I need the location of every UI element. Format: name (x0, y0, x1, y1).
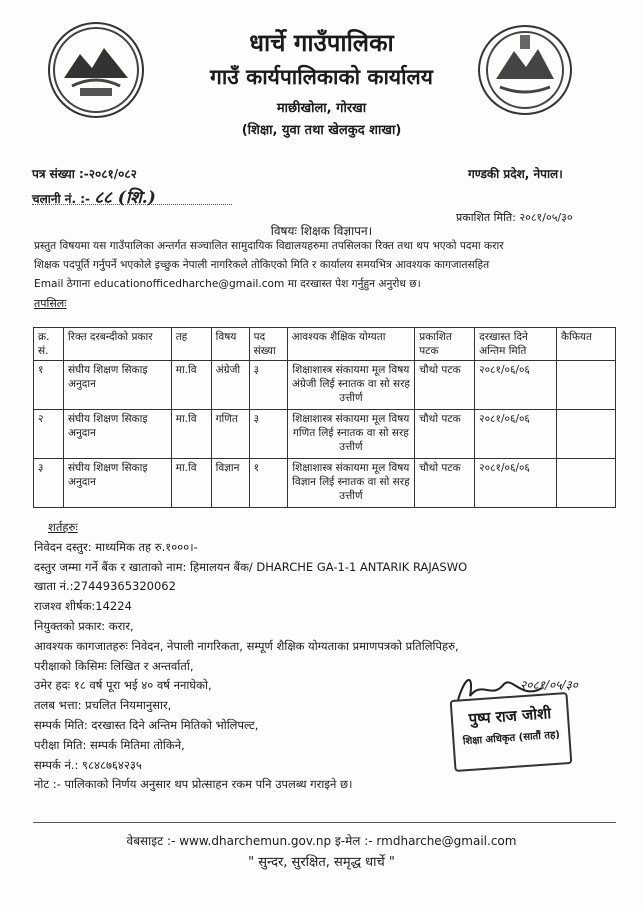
terms-line: सम्पर्क मिति: दरखास्त दिने अन्तिम मितिको भोलिपल्ट, (34, 717, 259, 732)
table-cell: शिक्षाशास्त्र संकायमा मूल विषय विज्ञान लिई स्नातक वा सो सरह उत्तीर्ण (287, 459, 415, 508)
table-cell: अंग्रेजी (211, 361, 249, 410)
header-cell: कैफियत (557, 328, 616, 361)
table-cell: १ (249, 459, 287, 508)
terms-line: राजश्व शीर्षक:14224 (34, 599, 132, 614)
header-cell: प्रकाशित पटक (415, 328, 475, 361)
stamp-role: शिक्षा अधिकृत (सातौं तह) (462, 729, 561, 748)
table-row (34, 410, 616, 459)
terms-title: शर्तहरुः (48, 520, 78, 534)
body-line: प्रस्तुत विषयमा यस गाउँपालिका अन्तर्गत सञ्चालित सामुदायिक विद्यालयहरुमा तपसिलका रिक्त तथा थप भएको पदमा करार (34, 240, 504, 252)
terms-line: दस्तुर जम्मा गर्ने बैंक र खाताको नाम: हिमालयन बैंक/ DHARCHE GA-1-1 ANTARIK RAJASWO (34, 559, 468, 574)
table-cell: २ (34, 410, 64, 459)
chalani-number: चलानी नं. :- ८८ (शि.) (32, 188, 156, 208)
body-text (34, 237, 614, 313)
table-cell: मा.वि (171, 410, 211, 459)
table-cell: शिक्षाशास्त्र संकायमा मूल विषय गणित लिई स्नातक वा सो सरह उत्तीर्ण (287, 410, 415, 459)
footer-divider (33, 822, 616, 823)
table-cell (557, 410, 616, 459)
table-cell: मा.वि (171, 459, 211, 508)
header-cell: क्र. सं. (34, 328, 64, 361)
table-header-row (34, 328, 616, 361)
body-line: शिक्षक पदपूर्ति गर्नुपर्ने भएकोले इच्छुक नेपाली नागरिकले तोकिएको मिति र कार्यालय समयभित्र आवश्यक कागजातसहित (34, 259, 490, 271)
table-cell (557, 361, 616, 410)
table-cell: विज्ञान (211, 459, 249, 508)
table-cell: मा.वि (171, 361, 211, 410)
footer-contact: वेबसाइट :- www.dharchemun.gov.np इ-मेल :- rmdharche@gmail.com (126, 834, 517, 848)
header-cell: विषय (211, 328, 249, 361)
published-date: प्रकाशित मिति: २०८१/०५/३० (456, 211, 573, 224)
table-cell: चौथो पटक (415, 361, 475, 410)
municipality-title: धार्चे गाउँपालिका (249, 29, 394, 57)
patra-sankhya: पत्र संख्या :-२०८१/०८२ (32, 167, 137, 181)
terms-line: निवेदन दस्तुर: माध्यमिक तह रु.१०००।- (34, 539, 198, 554)
terms-line: सम्पर्क नं.: ९८४८७६४२३५ (34, 757, 142, 772)
table-cell: शिक्षाशास्त्र संकायमा मूल विषय अंग्रेजी लिई स्नातक वा सो सरह उत्तीर्ण (287, 361, 415, 410)
terms-line: नियुक्तको प्रकार: करार, (34, 618, 134, 633)
table-cell: ३ (34, 459, 64, 508)
header-cell: तह (171, 328, 211, 361)
branch-name: (शिक्षा, युवा तथा खेलकुद शाखा) (241, 123, 402, 138)
table-cell: चौथो पटक (415, 410, 475, 459)
province: गण्डकी प्रदेश, नेपाल। (468, 167, 563, 181)
table-row (34, 361, 616, 410)
terms-line: आवश्यक कागजातहरुः निवेदन, नेपाली नागरिकता, सम्पूर्ण शैक्षिक योग्यताका प्रमाणपत्रको प्रतिलिपिहरु, (34, 638, 459, 653)
office-title: गाउँ कार्यपालिकाको कार्यालय (210, 65, 433, 89)
table-cell: २०८१/०६/०६ (475, 361, 557, 410)
table-cell (557, 459, 616, 508)
subject: विषयः शिक्षक विज्ञापन। (270, 224, 373, 238)
terms-line: परीक्षाको किसिमः लिखित र अन्तर्वार्ता, (34, 658, 194, 673)
footer-slogan: " सुन्दर, सुरक्षित, समृद्ध धार्चे " (248, 855, 395, 870)
table-cell: संघीय शिक्षण सिकाइ अनुदान (63, 410, 171, 459)
terms-line: तलब भत्ता: प्रचलित नियमानुसार, (34, 698, 172, 713)
header-cell: दरखास्त दिने अन्तिम मिति (475, 328, 557, 361)
table-cell: संघीय शिक्षण सिकाइ अनुदान (63, 361, 171, 410)
table-cell: २०८१/०६/०६ (475, 459, 557, 508)
header-cell: आवश्यक शैक्षिक योग्यता (287, 328, 415, 361)
table-cell: गणित (211, 410, 249, 459)
chalani-underline (32, 204, 232, 205)
body-line: Email ठेगाना educationofficedharche@gmail.com मा दरखास्त पेश गर्नुहुन अनुरोध छ। (34, 278, 421, 290)
terms-line: नोट :- पालिकाको निर्णय अनुसार थप प्रोत्साहन रकम पनि उपलब्ध गराइने छ। (34, 777, 353, 792)
table-cell: १ (34, 361, 64, 410)
header-cell: रिक्त दरबन्दीको प्रकार (63, 328, 171, 361)
office-location: माछीखोला, गोरखा (276, 101, 367, 116)
stamp-name: पुष्प राज जोशी (468, 704, 552, 728)
table-cell: चौथो पटक (415, 459, 475, 508)
official-stamp (450, 692, 573, 772)
table-cell: ३ (249, 410, 287, 459)
tapsil-label: तपसिलः (34, 297, 67, 310)
vacancy-table (33, 327, 616, 508)
table-row (34, 459, 616, 508)
table-cell: ३ (249, 361, 287, 410)
table-cell: २०८१/०६/०६ (475, 410, 557, 459)
terms-line: खाता नं.:27449365320062 (34, 579, 176, 594)
table-cell: संघीय शिक्षण सिकाइ अनुदान (63, 459, 171, 508)
signature-date: २०८१/०५/३० (520, 678, 579, 692)
terms-line: परीक्षा मिति: सम्पर्क मितिमा तोकिने, (34, 737, 185, 752)
header-cell: पद संख्या (249, 328, 287, 361)
terms-line: उमेर हदः १८ वर्ष पूरा भई ४० वर्ष ननाघेको, (34, 678, 212, 693)
